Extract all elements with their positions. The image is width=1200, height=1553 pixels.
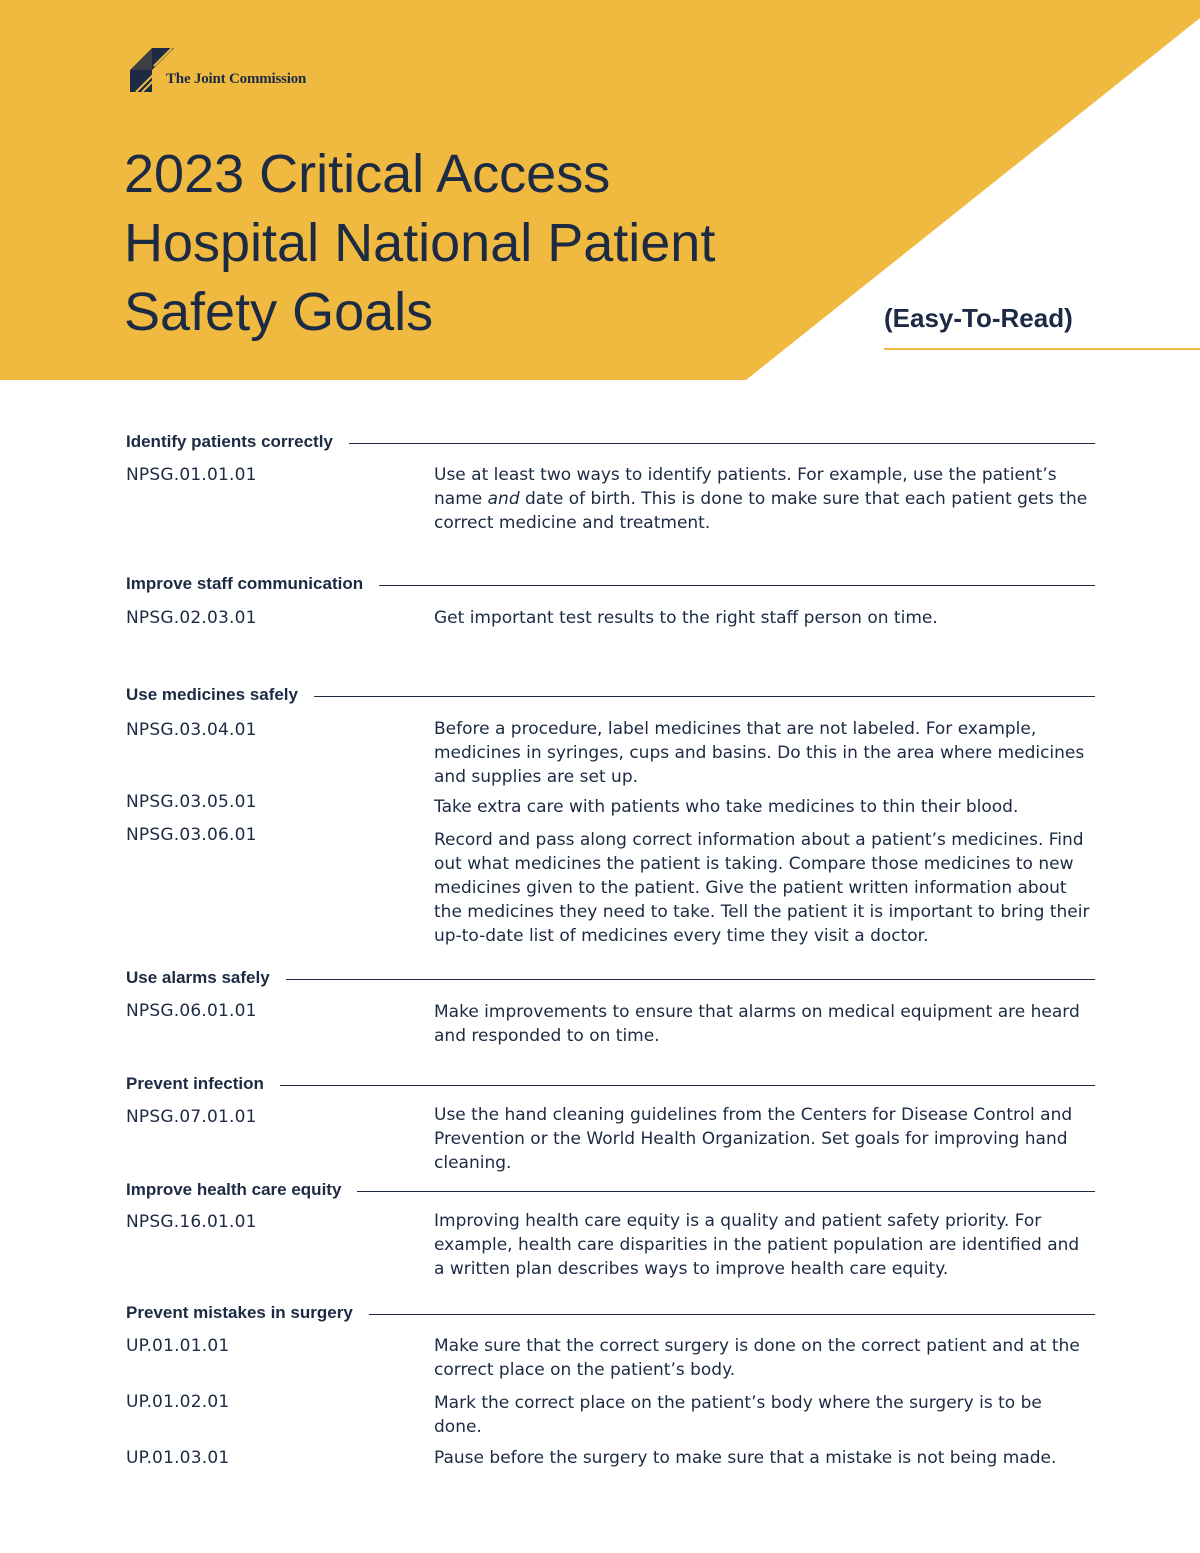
goal-description: Before a procedure, label medicines that are not labeled. For example, medicines in syringes, cups and basins. Do this in the area where medicines and supplies are set up. <box>434 719 1085 787</box>
goal-code: NPSG.16.01.01 <box>126 1212 257 1232</box>
goal-code: UP.01.03.01 <box>126 1448 230 1468</box>
goal-code: NPSG.03.06.01 <box>126 825 257 845</box>
section-divider <box>314 696 1095 697</box>
section-heading-label: Prevent infection <box>126 1074 264 1093</box>
section-heading <box>126 432 1095 452</box>
section-heading-label: Improve health care equity <box>126 1180 342 1199</box>
goal-description: Pause before the surgery to make sure that a mistake is not being made. <box>434 1448 1057 1468</box>
section-heading-label: Use medicines safely <box>126 685 298 704</box>
goal-description: Get important test results to the right staff person on time. <box>434 608 938 628</box>
section-heading-label: Identify patients correctly <box>126 432 333 451</box>
section-heading-label: Prevent mistakes in surgery <box>126 1303 353 1322</box>
goal-code: NPSG.06.01.01 <box>126 1001 257 1021</box>
goal-description: Improving health care equity is a quality and patient safety priority. For example, health care disparities in the patient population are identified and a written plan describes ways to improve health care equity. <box>434 1211 1080 1279</box>
goal-code: NPSG.03.05.01 <box>126 792 257 812</box>
section-heading <box>126 1180 1095 1200</box>
section-heading <box>126 685 1095 705</box>
section-divider <box>349 443 1095 444</box>
goal-description: Record and pass along correct information about a patient’s medicines. Find out what medicines the patient is taking. Compare those medicines to new medicines given to the patient. Give the patient written information about the medicines they need to take. Tell the patient it is important to bring their up-to-date list of medicines every time they visit a doctor. <box>434 830 1090 946</box>
section-heading <box>126 1303 1095 1323</box>
section-divider <box>286 979 1095 980</box>
goal-description: Use the hand cleaning guidelines from the Centers for Disease Control and Prevention or the World Health Organization. Set goals for improving hand cleaning. <box>434 1105 1073 1173</box>
goal-code: UP.01.02.01 <box>126 1392 230 1412</box>
goal-description: Make sure that the correct surgery is done on the correct patient and at the correct place on the patient’s body. <box>434 1336 1080 1380</box>
section-heading <box>126 574 1095 594</box>
subtitle-underline <box>884 348 1200 350</box>
section-divider <box>369 1314 1095 1315</box>
goal-code: NPSG.07.01.01 <box>126 1107 257 1127</box>
goal-code: UP.01.01.01 <box>126 1336 230 1356</box>
page-title: 2023 Critical Access Hospital National Patient Safety Goals <box>124 144 716 342</box>
logo-text: The Joint Commission <box>166 70 307 87</box>
section-heading-label: Use alarms safely <box>126 968 270 987</box>
goal-description: Use at least two ways to identify patients. For example, use the patient’s name and date of birth. This is done to make sure that each patient gets the correct medicine and treatment. <box>434 465 1088 533</box>
section-heading-label: Improve staff communication <box>126 574 364 593</box>
page-subtitle: (Easy-To-Read) <box>884 303 1073 333</box>
section-divider <box>357 1191 1095 1192</box>
section-heading <box>126 968 1095 988</box>
section-divider <box>280 1085 1095 1086</box>
goal-code: NPSG.02.03.01 <box>126 608 257 628</box>
goal-code: NPSG.01.01.01 <box>126 465 257 485</box>
section-heading <box>126 1074 1095 1094</box>
joint-commission-logo <box>128 46 306 92</box>
goal-code: NPSG.03.04.01 <box>126 720 257 740</box>
goal-description: Mark the correct place on the patient’s body where the surgery is to be done. <box>434 1393 1042 1437</box>
goal-description: Make improvements to ensure that alarms on medical equipment are heard and responded to on time. <box>434 1002 1080 1046</box>
section-divider <box>379 585 1095 586</box>
goal-description: Take extra care with patients who take medicines to thin their blood. <box>434 797 1019 817</box>
